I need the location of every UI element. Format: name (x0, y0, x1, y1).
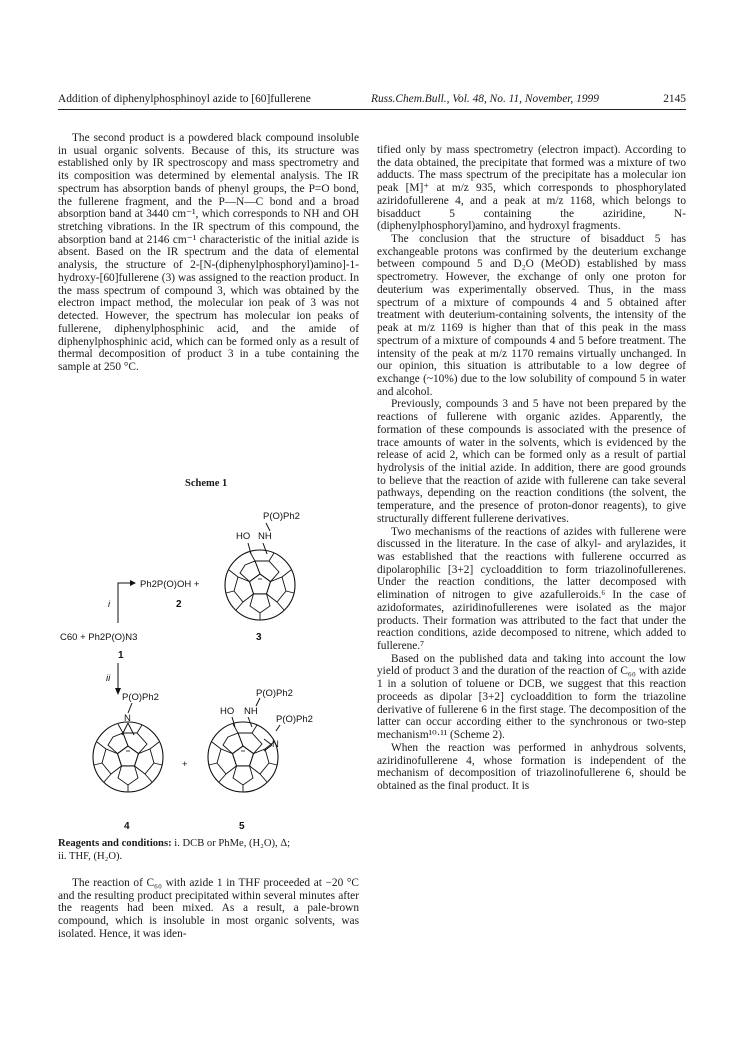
compound-number-2: 2 (176, 599, 182, 610)
scheme-caption (58, 838, 359, 863)
compound-3 (225, 550, 295, 620)
paragraph: The reaction of C₆₀ with azide 1 in THF proceeded at −20 °C and the resulting product precipitated within several minutes after the reagents had been mixed. As a result, a pale-brown compound, which is insoluble in most organic solvents, was isolated. Hence, it was iden- (58, 877, 359, 940)
paragraph: Previously, compounds 3 and 5 have not been prepared by the reactions of fullerene with organic azides. Apparently, the formation of these compounds is associated with the presence of trace amounts of water in the solvents, which is evidenced by the release of acid 2, which can be formed only as a result of partial hydrolysis of the initial azide. In addition, there are good grounds to believe that the reaction of azide with fullerene can take several pathways, depending on the reaction conditions (the solvent, the temperature, and the presence of proton-donor reagents), to give structurally different fullerene derivatives. (377, 398, 686, 525)
condition-ii: ii (106, 673, 111, 684)
page-number: 2145 (663, 93, 686, 105)
compound-4 (93, 722, 163, 792)
p-o-ph2-label: P(O)Ph2 (263, 511, 300, 522)
paragraph: Two mechanisms of the reactions of azides with fullerene were discussed in the literature. In the case of alkyl- and arylazides, it was established that the reactions with fullerene occurred as dipolarophilic [3+2] cycloaddition to form triazolinofullerenes. Under the reaction conditions, the latter decomposed with elimination of nitrogen to give azafulleroids.⁶ In the case of azidoformates, aziridinofullerenes were isolated as the major products. Their formation was attributed to the fact that under the reaction conditions, azide decomposed to nitrene, which added to fullerene.⁷ (377, 525, 686, 653)
bond-nh (263, 543, 267, 554)
ph2p-o-oh-label: Ph2P(O)OH + (140, 579, 200, 590)
compound-number-4: 4 (124, 821, 130, 832)
condition-i: i (108, 599, 111, 610)
arrowhead-i (130, 580, 136, 586)
paragraph: tified only by mass spectrometry (electron impact). According to the data obtained, the precipitate that formed was a mixture of two adducts. The mass spectrum of the precipitate has a molecular ion peak [M]⁺ at m/z 935, which corresponds to phosphorylated aziridofullerene 4, and a peak at m/z 1168, which belongs to bisadduct 5 containing the aziridine, N-(diphenylphosphoryl)amino, and hydroxyl fragments. (377, 144, 686, 233)
paragraph: When the reaction was performed in anhydrous solvents, aziridinofullerene 4, whose formation is independent of the mechanism of decomposition of triazolinofullerene 6, should be obtained as the final product. It is (377, 741, 686, 792)
arrow-i (118, 583, 130, 623)
paragraph: The conclusion that the structure of bisadduct 5 has exchangeable protons was confirmed by the deuterium exchange between compound 5 and D₂O (MeOD) established by mass spectrometry. However, the exchange of only one proton for deuterium was experimentally observed. Thus, in the mass spectrum of a mixture of compounds 4 and 5 obtained after treatment with deuterium-containing solvents, the intensity of the peak at m/z 1169 is higher than that of this peak in the mass spectrum of a mixture of compounds 4 and 5 before treatment. The intensity of the peak at m/z 1170 remains virtually unchanged. In our opinion, this situation is attributable to a low degree of exchange (~10%) due to the low solubility of compound 5 in water and alcohol. (377, 233, 686, 398)
bond-p-5b (276, 725, 280, 731)
compound-number-3: 3 (256, 632, 262, 643)
paragraph: Based on the published data and taking into account the low yield of product 3 and the duration of the reaction of C₆₀ with azide 1 in a solution of toluene or DCB, we suggest that this reaction proceeds as dipolar [3+2] cycloaddition to form the triazoline derivative of fullerene 6 in the first stage. The decomposition of the latter can occur according either to the synchronous or two-step mechanism¹⁰·¹¹ (Scheme 2). (377, 652, 686, 742)
bond-p (266, 523, 270, 531)
scheme-1-figure (58, 495, 358, 835)
ho-label-5: HO (220, 706, 235, 717)
nh-label: NH (258, 531, 272, 542)
caption-line-1: i. DCB or PhMe, (H₂O), Δ; (171, 838, 291, 849)
arrowhead-ii (115, 688, 121, 695)
scheme-title: Scheme 1 (185, 478, 228, 489)
right-column (377, 144, 686, 793)
aziridine-bond-5b (264, 745, 272, 751)
left-bottom-paragraph (58, 877, 359, 941)
c60-azide-label: C60 + Ph2P(O)N3 (60, 632, 138, 643)
compound-number-5: 5 (239, 821, 245, 832)
p-o-ph2-label-4: P(O)Ph2 (122, 692, 159, 703)
paragraph: The second product is a powdered black compound insoluble in usual organic solvents. Because of this, its structure was established only by IR spectroscopy and mass spectrometry and its composition was determined by elemental analysis. The IR spectrum has absorption bands of phenyl groups, the P=O bond, the fullerene fragment, and the P—N—C bond and a broad absorption band at 3440 cm⁻¹, which corresponds to NH and OH stretching vibrations. In the IR spectrum of this compound, the absorption band at 2146 cm⁻¹ characteristic of the initial azide is absent. Based on the IR spectrum and the data of elemental analysis, the structure of 2-[N-(diphenylphosphoryl)amino]-1-hydroxy-[60]fullerene (3) was assigned to the reaction product. In the mass spectrum of compound 3, which was obtained by the electron impact method, the molecular ion peak of 3 was not detected. However, the spectrum has molecular ion peaks of fullerene, diphenylphosphinic acid, and the amide of diphenylphosphinic acid, which can be formed only as a result of thermal decomposition of product 3 in a tube containing the sample at 250 °C. (58, 132, 359, 373)
n-label-5: N (272, 739, 279, 750)
compound-5 (208, 722, 278, 792)
running-header (58, 93, 686, 109)
n-label-4: N (124, 713, 131, 724)
caption-line-2: ii. THF, (H₂O). (58, 850, 123, 862)
header-rule (58, 109, 686, 110)
ho-label: HO (236, 531, 251, 542)
journal-citation: Russ.Chem.Bull., Vol. 48, No. 11, November, 1999 (371, 93, 599, 105)
aziridine-bond-5a (264, 739, 272, 745)
article-title: Addition of diphenylphosphinoyl azide to [60]fullerene (58, 93, 311, 105)
p-o-ph2-label-5a: P(O)Ph2 (256, 688, 293, 699)
left-column (58, 132, 359, 374)
p-o-ph2-label-5b: P(O)Ph2 (276, 714, 313, 725)
bond-p-5a (256, 698, 260, 706)
caption-bold: Reagents and conditions: (58, 838, 172, 849)
nh-label-5: NH (244, 706, 258, 717)
compound-number-1: 1 (118, 650, 124, 661)
plus-sign: + (182, 759, 188, 770)
bond-p-4 (128, 703, 132, 713)
